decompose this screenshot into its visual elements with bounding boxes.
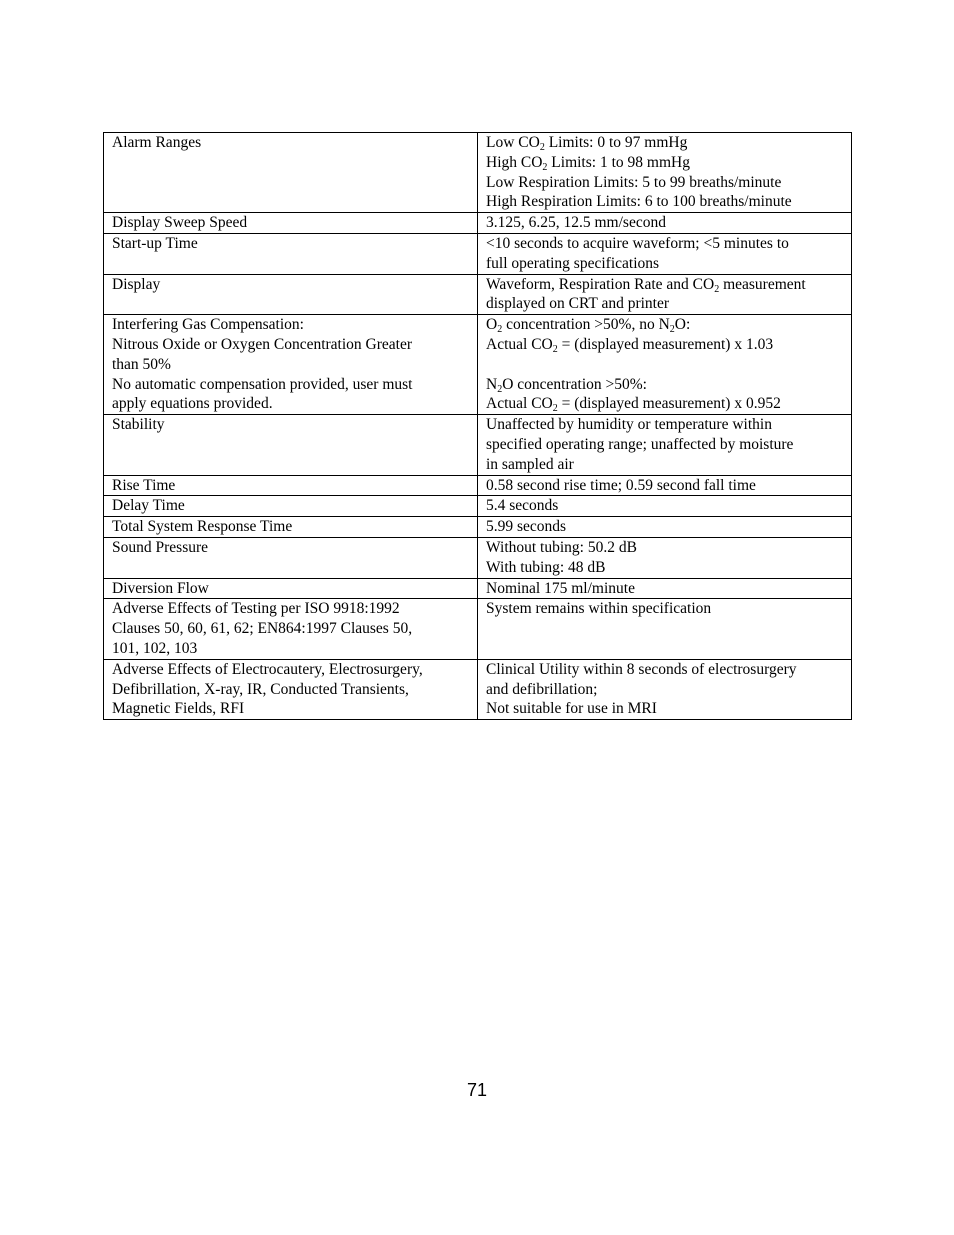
spec-value-line	[486, 133, 847, 153]
text-segment: Display	[112, 275, 161, 293]
text-segment: Start-up Time	[112, 234, 198, 252]
subscript: 2	[669, 324, 675, 336]
spec-value-line	[486, 335, 847, 355]
text-segment: Stability	[112, 416, 165, 434]
text-segment: Limits: 1 to 98 mmHg	[547, 153, 690, 171]
table-row	[104, 415, 852, 475]
text-segment: Waveform, Respiration Rate and CO	[486, 275, 715, 293]
text-segment: apply equations provided.	[112, 395, 273, 413]
table-row	[104, 475, 852, 496]
text-segment: N	[486, 375, 498, 393]
text-segment: Low Respiration Limits: 5 to 99 breaths/minute	[486, 173, 782, 191]
text-segment: Actual CO	[486, 395, 553, 413]
spec-label-cell	[104, 599, 478, 659]
text-segment: in sampled air	[486, 455, 574, 473]
text-segment: Clauses 50, 60, 61, 62; EN864:1997 Clauses 50,	[112, 620, 413, 638]
spec-value-line	[486, 375, 847, 395]
text-segment: Actual CO	[486, 335, 553, 353]
spec-value-line	[486, 435, 847, 455]
text-segment: Magnetic Fields, RFI	[112, 700, 245, 718]
spec-value-line	[486, 517, 847, 537]
spec-label-line	[112, 639, 473, 659]
table-row	[104, 233, 852, 274]
spec-label-cell	[104, 233, 478, 274]
spec-value-line	[486, 558, 847, 578]
spec-value-line	[486, 254, 847, 274]
spec-value-line	[486, 355, 847, 375]
spec-value-line	[486, 680, 847, 700]
spec-value-line	[486, 415, 847, 435]
text-segment: specified operating range; unaffected by moisture	[486, 435, 794, 453]
text-segment: full operating specifications	[486, 254, 660, 272]
spec-label-line	[112, 619, 473, 639]
text-segment: Limits: 0 to 97 mmHg	[544, 134, 688, 151]
text-segment: Adverse Effects of Electrocautery, Electrosurgery,	[112, 660, 423, 678]
table-row	[104, 315, 852, 415]
table-row	[104, 517, 852, 538]
text-segment: Diversion Flow	[112, 579, 209, 597]
spec-label-line	[112, 335, 473, 355]
spec-label-line	[112, 213, 473, 233]
text-segment: Display Sweep Speed	[112, 214, 248, 232]
spec-label-line	[112, 660, 473, 680]
table-row	[104, 659, 852, 719]
spec-label-cell	[104, 496, 478, 517]
spec-label-line	[112, 680, 473, 700]
text-segment: than 50%	[112, 355, 171, 373]
text-segment: 101, 102, 103	[112, 639, 198, 657]
spec-value-cell	[478, 599, 852, 659]
spec-value-line	[486, 394, 847, 414]
text-segment: Sound Pressure	[112, 538, 209, 556]
spec-value-line	[486, 538, 847, 558]
spec-value-line	[486, 213, 847, 233]
text-segment: = (displayed measurement) x 0.952	[557, 395, 781, 413]
text-segment: <10 seconds to acquire waveform; <5 minutes to	[486, 234, 789, 252]
spec-label-cell	[104, 315, 478, 415]
spec-value-line	[486, 153, 847, 173]
text-segment: Clinical Utility within 8 seconds of electrosurgery	[486, 660, 797, 678]
spec-value-line	[486, 496, 847, 516]
spec-value-line	[486, 455, 847, 475]
text-segment: O:	[674, 316, 691, 334]
specifications-table-body	[104, 133, 852, 720]
subscript: 2	[714, 283, 720, 295]
spec-label-cell	[104, 517, 478, 538]
spec-value-cell	[478, 517, 852, 538]
spec-label-cell	[104, 274, 478, 315]
spec-label-cell	[104, 133, 478, 213]
spec-label-cell	[104, 415, 478, 475]
specifications-table	[103, 132, 852, 720]
spec-value-line	[486, 192, 847, 212]
text-segment: O concentration >50%:	[502, 375, 647, 393]
spec-value-line	[486, 315, 847, 335]
subscript: 2	[542, 161, 548, 173]
spec-label-line	[112, 394, 473, 414]
text-segment: = (displayed measurement) x 1.03	[557, 335, 774, 353]
text-segment: With tubing: 48 dB	[486, 558, 606, 576]
spec-label-line	[112, 133, 473, 153]
subscript: 2	[497, 383, 503, 395]
text-segment: Interfering Gas Compensation:	[112, 316, 304, 334]
text-segment: Nitrous Oxide or Oxygen Concentration Greater	[112, 335, 413, 353]
text-segment: Low CO	[486, 134, 540, 151]
spec-label-cell	[104, 659, 478, 719]
table-row	[104, 599, 852, 659]
table-row	[104, 213, 852, 234]
text-segment: Not suitable for use in MRI	[486, 700, 657, 718]
text-segment: Delay Time	[112, 497, 185, 515]
spec-label-line	[112, 496, 473, 516]
spec-value-line	[486, 579, 847, 599]
text-segment: O	[486, 316, 498, 334]
spec-value-line	[486, 234, 847, 254]
spec-label-cell	[104, 537, 478, 578]
text-segment: and defibrillation;	[486, 680, 598, 698]
spec-label-cell	[104, 213, 478, 234]
spec-label-line	[112, 579, 473, 599]
text-segment: High CO	[486, 153, 543, 171]
spec-label-line	[112, 476, 473, 496]
spec-value-cell	[478, 475, 852, 496]
table-row	[104, 578, 852, 599]
table-row	[104, 537, 852, 578]
text-segment: Unaffected by humidity or temperature within	[486, 416, 772, 434]
text-segment: Total System Response Time	[112, 518, 293, 536]
spec-value-cell	[478, 315, 852, 415]
spec-label-line	[112, 538, 473, 558]
spec-label-line	[112, 599, 473, 619]
text-segment: System remains within specification	[486, 600, 712, 618]
text-segment: 5.99 seconds	[486, 518, 567, 536]
spec-label-line	[112, 275, 473, 295]
table-row	[104, 274, 852, 315]
page-number: 71	[466, 1080, 488, 1100]
spec-value-line	[486, 599, 847, 619]
spec-label-line	[112, 699, 473, 719]
text-segment: Without tubing: 50.2 dB	[486, 538, 637, 556]
spec-label-line	[112, 375, 473, 395]
text-segment: Defibrillation, X-ray, IR, Conducted Transients,	[112, 680, 409, 698]
text-segment: concentration >50%, no N	[502, 316, 670, 334]
spec-label-line	[112, 517, 473, 537]
subscript: 2	[552, 403, 558, 415]
text-segment: measurement	[719, 275, 806, 293]
spec-label-line	[112, 355, 473, 375]
spec-label-cell	[104, 578, 478, 599]
spec-value-line	[486, 275, 847, 295]
spec-value-cell	[478, 213, 852, 234]
spec-label-line	[112, 415, 473, 435]
spec-value-line	[486, 476, 847, 496]
text-segment: Rise Time	[112, 476, 176, 494]
text-segment: Alarm Ranges	[112, 134, 202, 151]
text-segment: Nominal 175 ml/minute	[486, 579, 635, 597]
spec-value-cell	[478, 659, 852, 719]
subscript: 2	[497, 324, 503, 336]
spec-value-cell	[478, 537, 852, 578]
table-row	[104, 496, 852, 517]
spec-value-cell	[478, 133, 852, 213]
spec-label-line	[112, 315, 473, 335]
subscript: 2	[552, 343, 558, 355]
spec-value-cell	[478, 274, 852, 315]
spec-value-line	[486, 699, 847, 719]
subscript: 2	[539, 142, 545, 153]
spec-value-line	[486, 660, 847, 680]
spec-value-cell	[478, 415, 852, 475]
spec-label-cell	[104, 475, 478, 496]
spec-value-cell	[478, 233, 852, 274]
table-row	[104, 133, 852, 213]
spec-value-cell	[478, 496, 852, 517]
text-segment: Adverse Effects of Testing per ISO 9918:1992	[112, 600, 400, 618]
text-segment: High Respiration Limits: 6 to 100 breaths/minute	[486, 193, 792, 211]
text-segment: No automatic compensation provided, user must	[112, 375, 413, 393]
text-segment: 5.4 seconds	[486, 497, 559, 515]
spec-value-line	[486, 294, 847, 314]
spec-label-line	[112, 234, 473, 254]
spec-value-cell	[478, 578, 852, 599]
spec-value-line	[486, 173, 847, 193]
text-segment: 0.58 second rise time; 0.59 second fall time	[486, 476, 756, 494]
text-segment: displayed on CRT and printer	[486, 295, 670, 313]
text-segment: 3.125, 6.25, 12.5 mm/second	[486, 214, 666, 232]
